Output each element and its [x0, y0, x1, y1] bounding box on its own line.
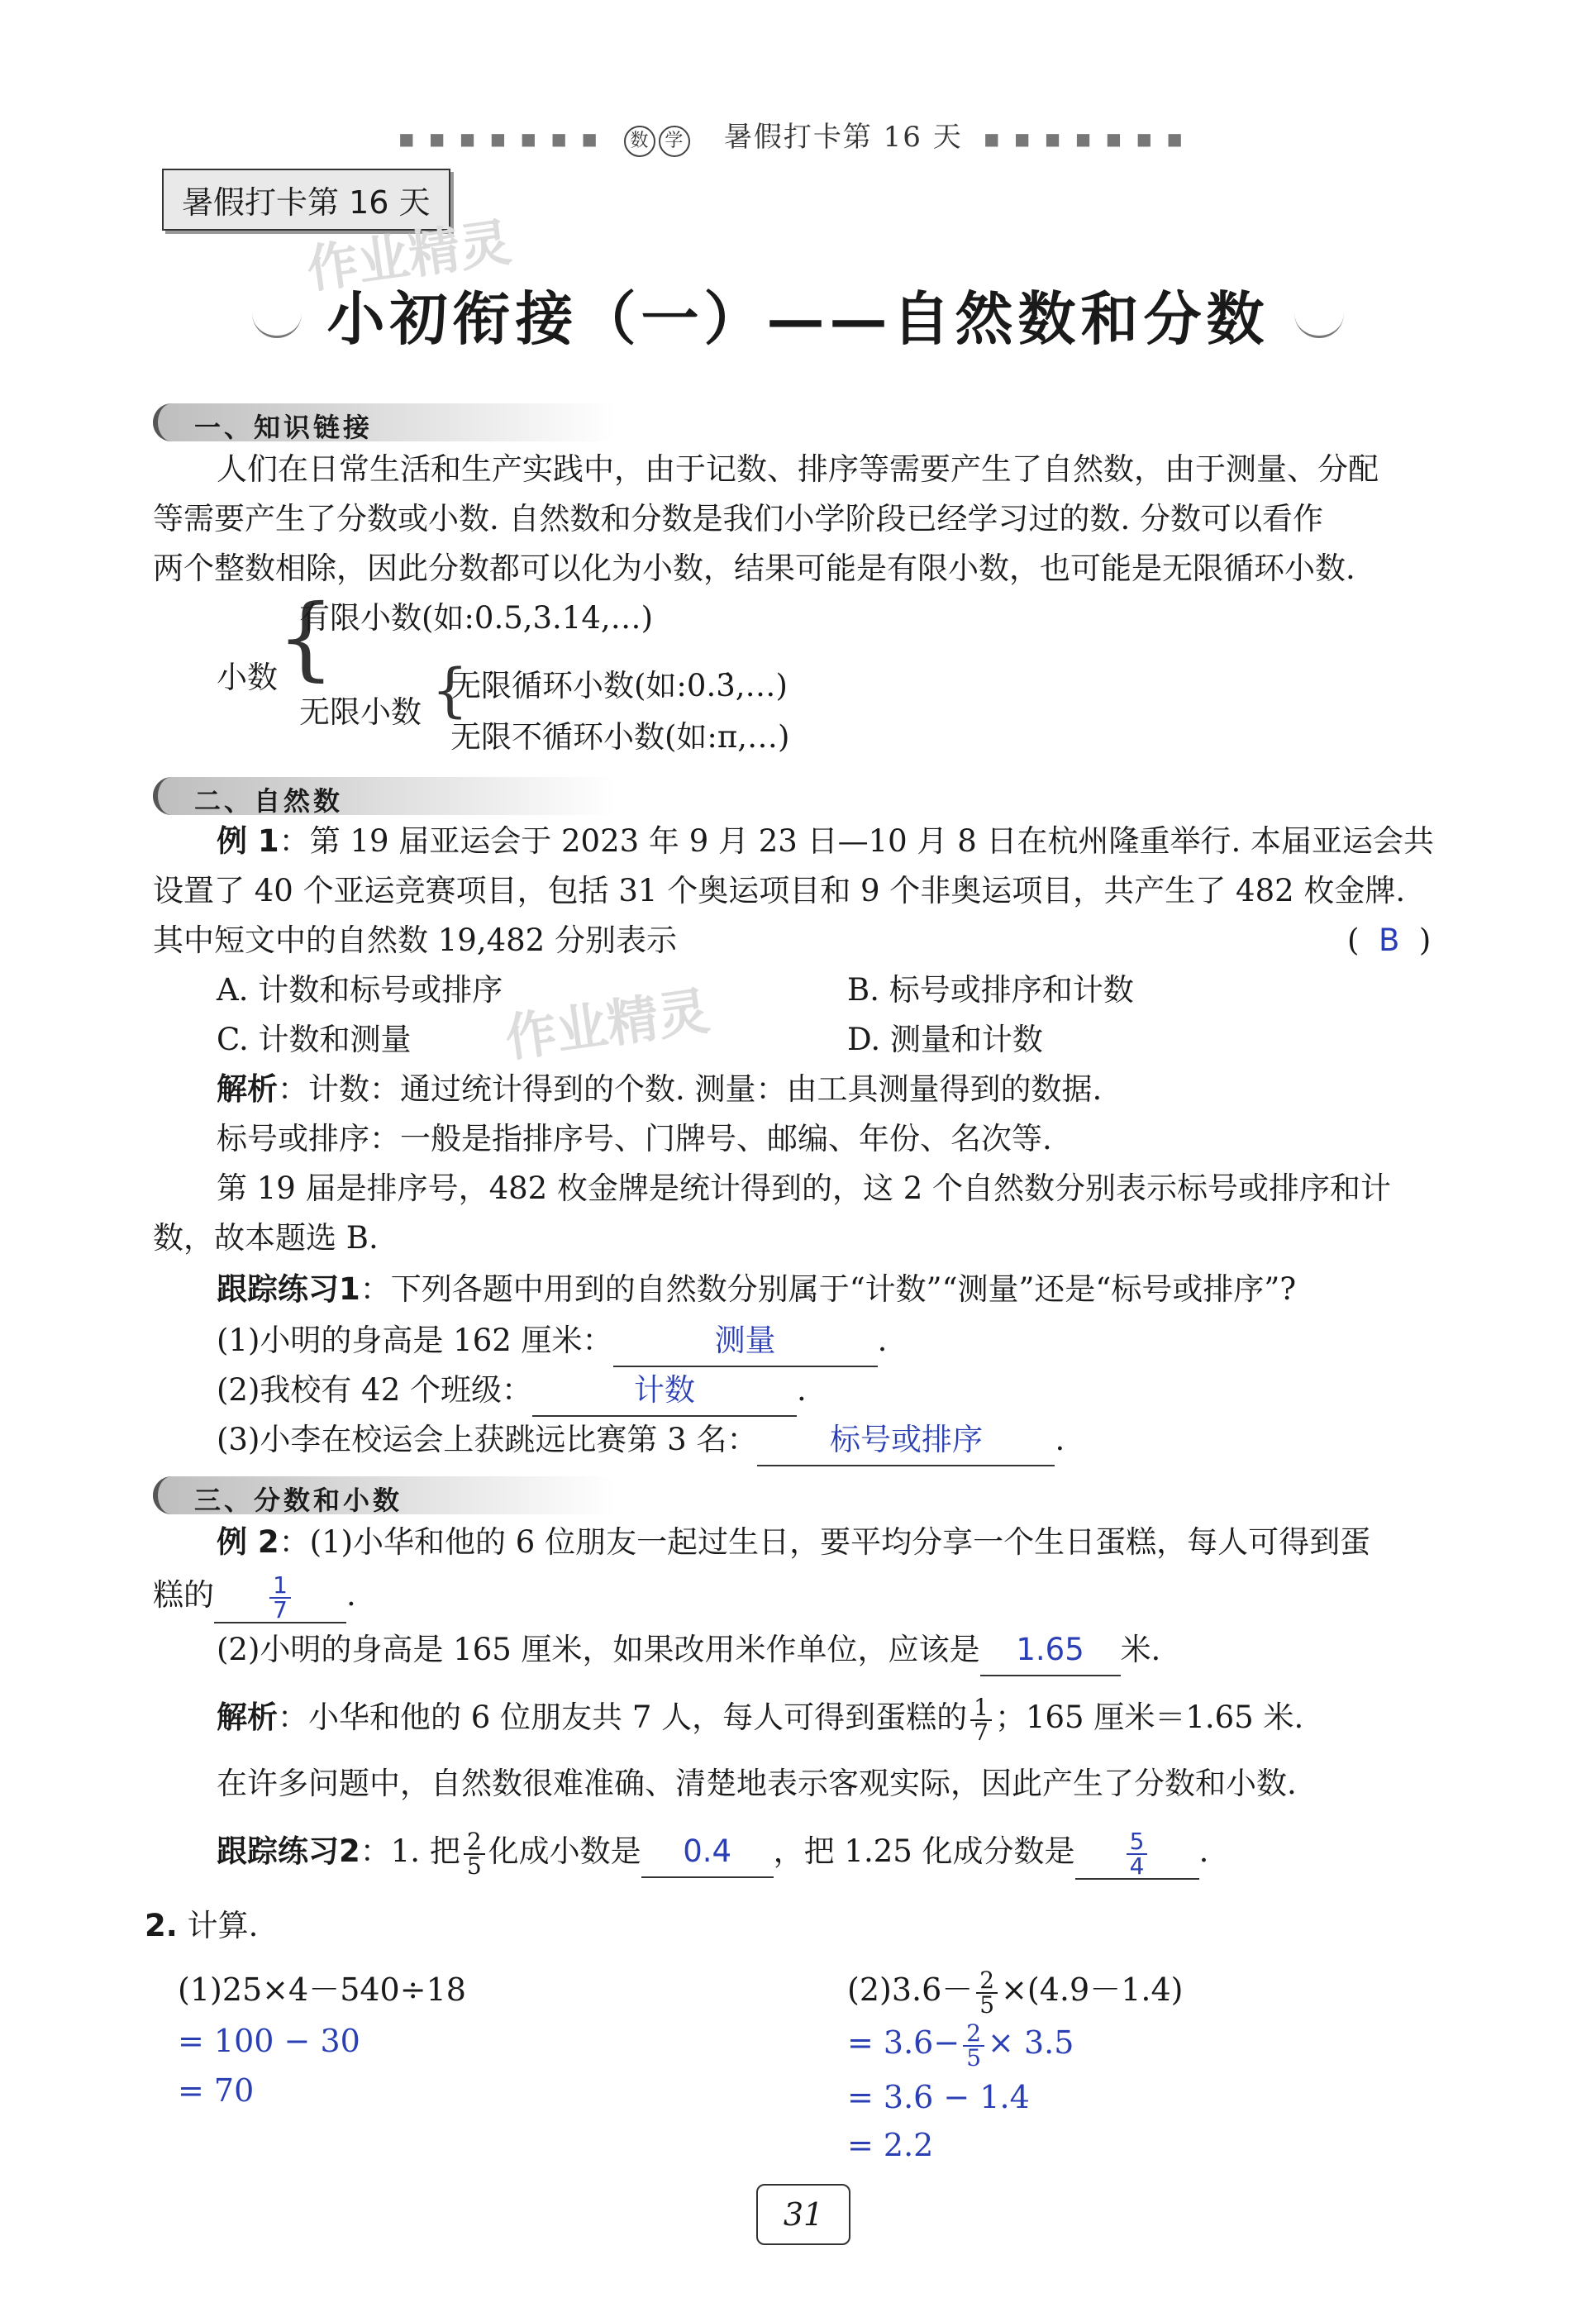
section-heading-3: 三、分数和小数 — [153, 1476, 361, 1514]
title-swirl-left — [252, 311, 302, 338]
watermark-2: 作业精灵 — [501, 980, 713, 1069]
option-c: C. 计数和测量 — [217, 1022, 412, 1057]
page-title — [0, 273, 1596, 356]
ex2-solution-2: 在许多问题中，自然数很难准确、清楚地表示客观实际，因此产生了分数和小数. — [217, 1766, 1297, 1801]
practice1-q2: (2)我校有 42 个班级： 计数 . — [217, 1366, 807, 1417]
s1-para-2: 等需要产生了分数或小数. 自然数和分数是我们小学阶段已经学习过的数. 分数可以看作 — [153, 501, 1324, 536]
ex2-solution-1: 解析：小华和他的 6 位朋友共 7 人，每人可得到蛋糕的 $\frac{1}{7}$ ；165 厘米＝1.65 米. — [217, 1693, 1304, 1746]
ex1-solution-1: 解析：计数：通过统计得到的个数. 测量：由工具测量得到的数据. — [217, 1071, 1103, 1107]
practice1-q3: (3)小李在校运会上获跳远比赛第 3 名： 标号或排序 . — [217, 1415, 1065, 1466]
calc-problem-1: (1)25×4－540÷18 — [178, 1971, 466, 2008]
option-b: B. 标号或排序和计数 — [847, 972, 1134, 1008]
calc-heading: 2. 计算. — [145, 1908, 259, 1943]
ex2-answer-fraction: $\frac{1}{7}$ — [269, 1574, 291, 1622]
ex1-answer-box: ( B ) — [1347, 923, 1432, 958]
practice2-line: 跟踪练习2：1. 把 $\frac{2}{5}$ 化成小数是 0.4 ，把 1.25 化成分数是 $\frac{5}{4}$ . — [217, 1827, 1209, 1880]
brace-right: { — [431, 656, 469, 724]
tree-infinite: 无限小数 — [299, 694, 422, 730]
calc-2-step-1: = 3.6− $\frac{2}{5}$ × 3.5 — [847, 2019, 1074, 2071]
running-header — [0, 114, 1596, 157]
ex1-line-3: 其中短文中的自然数 19,482 分别表示 — [153, 923, 677, 958]
practice1-q1: (1)小明的身高是 162 厘米： 测量 . — [217, 1316, 887, 1367]
s1-para-1: 人们在日常生活和生产实践中，由于记数、排序等需要产生了自然数，由于测量、分配 — [217, 451, 1379, 487]
section-heading-1: 一、知识链接 — [153, 403, 331, 441]
title-swirl-right — [1294, 311, 1344, 338]
section-heading-2: 二、自然数 — [153, 777, 302, 815]
practice1-a3: 标号或排序 — [829, 1422, 983, 1457]
ex1-solution-2: 标号或排序：一般是指排序号、门牌号、邮编、年份、名次等. — [217, 1121, 1052, 1156]
ex2-answer-2: 1.65 — [1016, 1632, 1084, 1667]
calc-1-step-1: = 100 − 30 — [178, 2023, 360, 2059]
page-title-text: 小初衔接（一）——自然数和分数 — [326, 284, 1270, 353]
tree-finite: 有限小数(如:0.5,3.14,…) — [299, 600, 654, 636]
subject-char-1: 数 — [624, 126, 655, 157]
brace-left: { — [277, 584, 335, 690]
header-dots-right: ■■■■■■■ — [984, 129, 1198, 149]
practice1-a1: 测量 — [714, 1323, 776, 1358]
ex1-line-1: 例 1：第 19 届亚运会于 2023 年 9 月 23 日—10 月 8 日在杭州隆重举行. 本届亚运会共 — [217, 823, 1435, 859]
ex1-solution-4: 数，故本题选 B. — [153, 1220, 379, 1256]
subject-char-2: 学 — [659, 126, 690, 157]
day-tag: 暑假打卡第 16 天 — [162, 169, 450, 231]
practice1-a2: 计数 — [634, 1372, 696, 1408]
option-a: A. 计数和标号或排序 — [217, 972, 503, 1008]
practice1-question: 跟踪练习1：下列各题中用到的自然数分别属于“计数”“测量”还是“标号或排序”? — [217, 1271, 1297, 1307]
tree-root: 小数 — [217, 660, 278, 695]
running-title: 暑假打卡第 16 天 — [723, 121, 963, 154]
page-number: 31 — [756, 2184, 850, 2245]
ex1-line-2: 设置了 40 个亚运竞赛项目，包括 31 个奥运项目和 9 个非奥运项目，共产生了 482 枚金牌. — [153, 873, 1406, 908]
ex2-line-2: 糕的 $\frac{1}{7}$ . — [153, 1571, 356, 1623]
calc-2-step-2: = 3.6 − 1.4 — [847, 2079, 1030, 2115]
header-dots-left: ■■■■■■■ — [398, 129, 612, 149]
practice2-answer-1: 0.4 — [683, 1833, 732, 1869]
calc-2-step-3: = 2.2 — [847, 2127, 934, 2163]
ex1-solution-3: 第 19 届是排序号，482 枚金牌是统计得到的，这 2 个自然数分别表示标号或排序和计 — [217, 1170, 1392, 1206]
calc-1-step-2: = 70 — [178, 2072, 255, 2109]
tree-repeating: 无限循环小数(如:0.3̇,…) — [450, 668, 788, 703]
calc-problem-2: (2)3.6－ $\frac{2}{5}$ ×(4.9－1.4) — [847, 1966, 1184, 2019]
practice2-answer-2: $\frac{5}{4}$ — [1127, 1830, 1148, 1878]
tree-nonrepeating: 无限不循环小数(如:π,…) — [450, 719, 790, 755]
watermark: 作业精灵 — [303, 212, 515, 300]
ex2-line-1: 例 2：(1)小华和他的 6 位朋友一起过生日，要平均分享一个生日蛋糕，每人可得到蛋 — [217, 1524, 1371, 1560]
s1-para-3: 两个整数相除，因此分数都可以化为小数，结果可能是有限小数，也可能是无限循环小数. — [153, 551, 1355, 586]
option-d: D. 测量和计数 — [847, 1022, 1043, 1057]
ex2-part-2: (2)小明的身高是 165 厘米，如果改用米作单位，应该是 1.65 米. — [217, 1625, 1160, 1676]
